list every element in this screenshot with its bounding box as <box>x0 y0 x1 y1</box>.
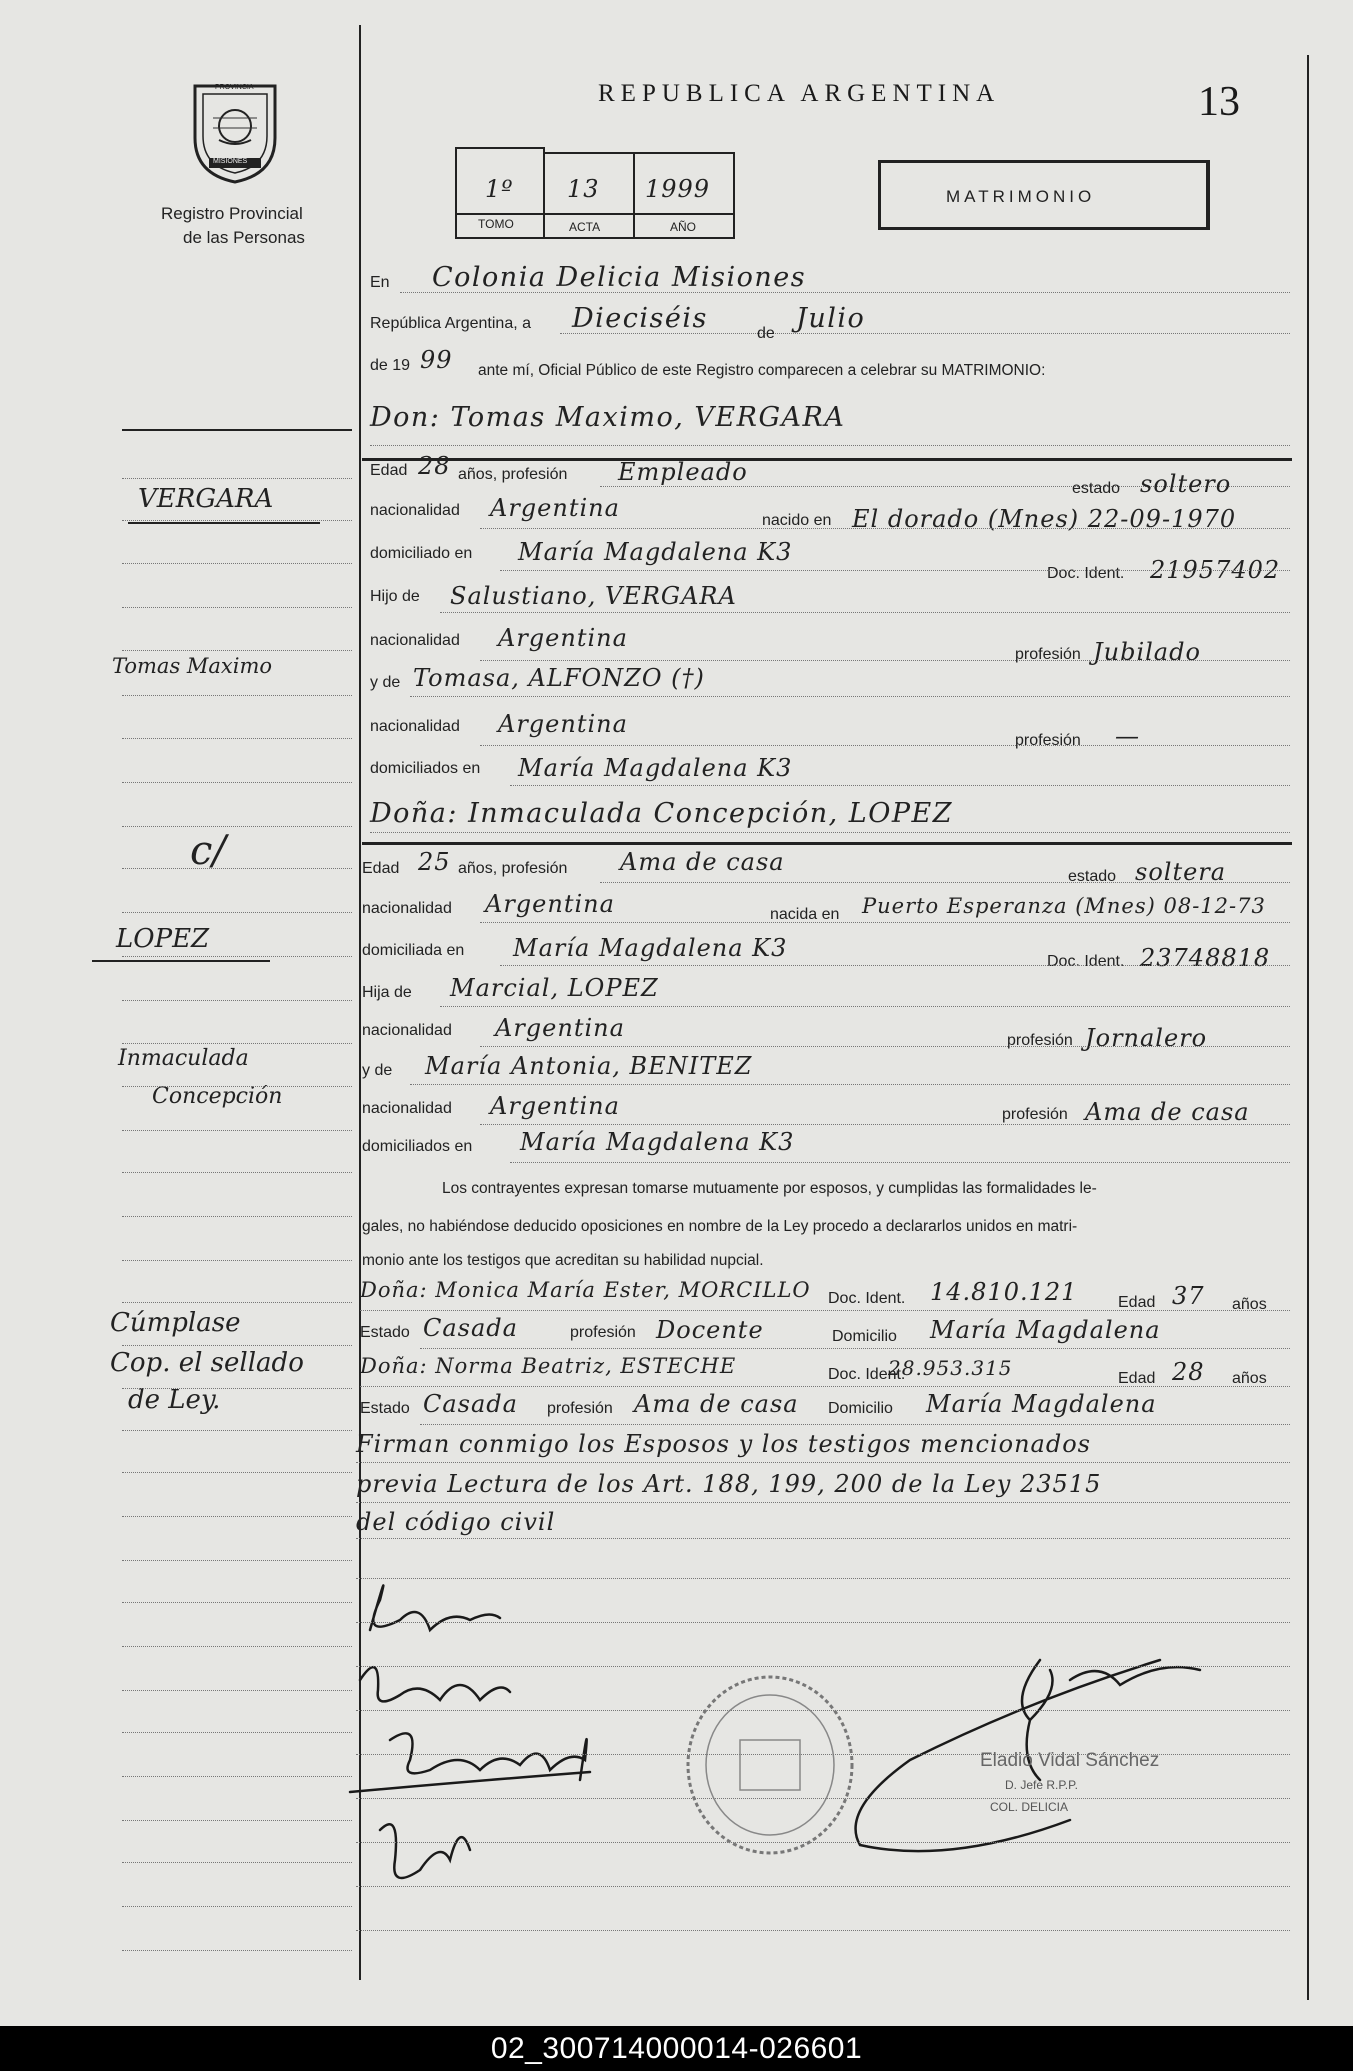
margin-note2: Cop. el sellado <box>110 1348 304 1378</box>
groom-address: María Magdalena K3 <box>518 538 793 566</box>
de-label: de <box>757 325 775 342</box>
margin-rule-top <box>122 429 352 431</box>
ano-label: AÑO <box>670 220 697 234</box>
margin-rule <box>122 1776 352 1777</box>
margin-rule <box>122 1000 352 1001</box>
margin-rule <box>122 868 352 869</box>
officer-name: Eladio Vidal Sánchez <box>980 1750 1160 1771</box>
seal-text-top: PROVINCIA <box>215 84 254 91</box>
margin-rule <box>122 1516 352 1517</box>
bride-y-de-label: y de <box>362 1062 393 1079</box>
acta-value: 13 <box>567 175 600 203</box>
margin-rule <box>122 1732 352 1733</box>
groom-father-nationality: Argentina <box>498 624 628 652</box>
bride-birthplace: Puerto Esperanza (Mnes) 08-12-73 <box>862 894 1266 918</box>
signature-rule <box>356 1622 1290 1623</box>
signature-rule <box>356 1578 1290 1579</box>
margin-bride-given1: Inmaculada <box>118 1046 249 1071</box>
signature-rule <box>356 1666 1290 1667</box>
republica-label: República Argentina, a <box>370 315 531 332</box>
groom-y-de-label: y de <box>370 674 401 691</box>
witness1-estado-label: Estado <box>360 1324 410 1341</box>
day-value: Dieciséis <box>572 303 708 334</box>
bride-mother: María Antonia, BENITEZ <box>425 1052 753 1080</box>
bride-edad-label: Edad <box>362 860 400 877</box>
margin-rule <box>122 650 352 651</box>
witness1-age: 37 <box>1172 1282 1205 1310</box>
witness1-doc-label: Doc. Ident. <box>828 1290 906 1307</box>
margin-rule <box>122 1820 352 1821</box>
bride-father-nationality: Argentina <box>495 1014 625 1042</box>
witness2-doc: 28.953.315 <box>888 1356 1013 1380</box>
witness2-doc-label: Doc. Ident. <box>828 1366 906 1383</box>
witness2-domicilio-label: Domicilio <box>828 1400 893 1417</box>
witness2-estado-label: Estado <box>360 1400 410 1417</box>
groom-mother: Tomasa, ALFONZO (†) <box>413 664 705 692</box>
bride-address: María Magdalena K3 <box>513 934 788 962</box>
margin-rule <box>122 1216 352 1217</box>
bride-age: 25 <box>418 848 451 876</box>
country-title: REPUBLICA ARGENTINA <box>598 80 1001 107</box>
groom-edad-label: Edad <box>370 462 408 479</box>
declaration-line3: monio ante los testigos que acreditan su habilidad nupcial. <box>362 1252 764 1269</box>
bride-estado-label: estado <box>1068 868 1117 885</box>
groom-mother-profession: — <box>1115 722 1140 750</box>
margin-rule <box>122 782 352 783</box>
witness2-profession: Ama de casa <box>634 1390 799 1418</box>
groom-age: 28 <box>418 452 451 480</box>
witness1-domicilio-label: Domicilio <box>832 1328 897 1345</box>
signature-rule <box>356 1754 1290 1755</box>
margin-rule <box>122 1130 352 1131</box>
groom-name: Don: Tomas Maximo, VERGARA <box>370 402 846 433</box>
witness2-prof-label: profesión <box>547 1400 613 1417</box>
signature-rule <box>356 1710 1290 1711</box>
margin-note1: Cúmplase <box>110 1308 241 1338</box>
witness1-address: María Magdalena <box>930 1316 1161 1344</box>
groom-doc-label: Doc. Ident. <box>1047 565 1125 582</box>
registry-name-line1: Registro Provincial <box>161 204 303 223</box>
margin-connector: c/ <box>190 828 226 874</box>
record-type-label: MATRIMONIO <box>946 187 1096 206</box>
groom-civil-status: soltero <box>1140 470 1232 498</box>
signature-rule <box>356 1798 1290 1799</box>
margin-rule <box>122 1906 352 1907</box>
groom-estado-label: estado <box>1072 480 1121 497</box>
witness2-anos-label: años <box>1232 1370 1267 1387</box>
margin-rule <box>122 1862 352 1863</box>
seal-text-bottom: MISIONES <box>213 158 248 165</box>
groom-nationality: Argentina <box>490 494 620 522</box>
groom-hijo-label: Hijo de <box>370 588 420 605</box>
bride-father-nat-label: nacionalidad <box>362 1022 452 1039</box>
margin-rule <box>122 1172 352 1173</box>
closing-line2: previa Lectura de los Art. 188, 199, 200 de la Ley 23515 <box>356 1470 1102 1498</box>
bride-mother-profession: Ama de casa <box>1085 1098 1250 1126</box>
bride-nationality: Argentina <box>485 890 615 918</box>
bride-anos-label: años, profesión <box>458 860 568 877</box>
bride-father-profession: Jornalero <box>1085 1024 1208 1052</box>
margin-rule <box>122 1950 352 1951</box>
closing-line3: del código civil <box>356 1508 556 1536</box>
witness2-status: Casada <box>423 1390 518 1418</box>
groom-profession: Empleado <box>618 458 748 486</box>
officer-title: D. Jefe R.P.P. <box>1005 1778 1078 1792</box>
witness2-address: María Magdalena <box>926 1390 1157 1418</box>
margin-rule <box>122 1602 352 1603</box>
margin-bride-surname: LOPEZ <box>116 924 210 954</box>
bride-father-prof-label: profesión <box>1007 1032 1073 1049</box>
margin-rule <box>122 520 352 521</box>
en-label: En <box>370 274 390 291</box>
witness2-age: 28 <box>1172 1358 1205 1386</box>
witness1-status: Casada <box>423 1314 518 1342</box>
groom-parents-address: María Magdalena K3 <box>518 754 793 782</box>
groom-doc-number: 21957402 <box>1150 556 1281 584</box>
margin-rule <box>122 607 352 608</box>
witness2-edad-label: Edad <box>1118 1370 1156 1387</box>
signatures <box>340 1560 620 1940</box>
margin-note3: de Ley. <box>128 1385 221 1415</box>
margin-rule <box>122 738 352 739</box>
margin-rule <box>122 912 352 913</box>
witness1-profession: Docente <box>656 1316 764 1344</box>
ano-value: 1999 <box>645 175 711 203</box>
bride-nacionalidad-label: nacionalidad <box>362 900 452 917</box>
right-border <box>1307 55 1309 2000</box>
provincial-seal-icon <box>185 78 285 186</box>
groom-birthplace: El dorado (Mnes) 22-09-1970 <box>852 505 1237 533</box>
witness1-doc: 14.810.121 <box>930 1278 1078 1306</box>
bride-father: Marcial, LOPEZ <box>450 974 659 1002</box>
margin-rule <box>122 1086 352 1087</box>
year-suffix: 99 <box>420 346 453 374</box>
margin-rule <box>122 1430 352 1431</box>
margin-rule <box>122 695 352 696</box>
groom-nacido-label: nacido en <box>762 512 832 529</box>
place-value: Colonia Delicia Misiones <box>432 262 807 293</box>
groom-mother-nat-label: nacionalidad <box>370 718 460 735</box>
declaration-line1: Los contrayentes expresan tomarse mutuamente por esposos, y cumplidas las formalidades le- <box>442 1180 1097 1197</box>
tomo-value: 1º <box>485 175 514 203</box>
bride-mother-nat-label: nacionalidad <box>362 1100 452 1117</box>
groom-mother-nationality: Argentina <box>498 710 628 738</box>
bride-name: Doña: Inmaculada Concepción, LOPEZ <box>370 798 953 829</box>
groom-nacionalidad-label: nacionalidad <box>370 502 460 519</box>
bride-doc-number: 23748818 <box>1140 944 1271 972</box>
margin-rule <box>122 1043 352 1044</box>
page-number: 13 <box>1198 79 1240 125</box>
bride-parents-address: María Magdalena K3 <box>520 1128 795 1156</box>
declaration-line2: gales, no habiéndose deducido oposiciones en nombre de la Ley procedo a declararlos unidos en matri- <box>362 1218 1078 1235</box>
bride-parents-address-label: domiciliados en <box>362 1138 473 1155</box>
margin-rule <box>122 1260 352 1261</box>
witness1-edad-label: Edad <box>1118 1294 1156 1311</box>
tomo-label: TOMO <box>478 217 514 231</box>
margin-rule <box>122 1302 352 1303</box>
groom-parents-address-label: domiciliados en <box>370 760 481 777</box>
officer-office: COL. DELICIA <box>990 1800 1069 1814</box>
groom-father-nat-label: nacionalidad <box>370 632 460 649</box>
bride-nacida-label: nacida en <box>770 906 840 923</box>
bride-civil-status: soltera <box>1135 858 1227 886</box>
bride-mother-prof-label: profesión <box>1002 1106 1068 1123</box>
margin-rule <box>122 478 352 479</box>
signature-rule <box>356 1930 1290 1931</box>
year-prefix: de 19 <box>370 357 411 374</box>
registry-name-line2: de las Personas <box>183 228 305 247</box>
margin-rule <box>122 956 352 957</box>
bride-domiciliada-label: domiciliada en <box>362 942 465 959</box>
witness1-name: Doña: Monica María Ester, MORCILLO <box>360 1278 811 1302</box>
margin-rule <box>122 1560 352 1561</box>
margin-given-name: Tomas Maximo <box>112 654 273 678</box>
groom-father-profession: Jubilado <box>1093 638 1201 666</box>
margin-rule <box>122 1690 352 1691</box>
signature-rule <box>356 1842 1290 1843</box>
signature-rule <box>356 1886 1290 1887</box>
margin-rule <box>122 1646 352 1647</box>
margin-rule <box>122 1345 352 1346</box>
groom-father-prof-label: profesión <box>1015 646 1081 663</box>
closing-line1: Firman conmigo los Esposos y los testigos mencionados <box>356 1430 1091 1458</box>
groom-father: Salustiano, VERGARA <box>450 582 737 610</box>
witness1-anos-label: años <box>1232 1296 1267 1313</box>
witness1-prof-label: profesión <box>570 1324 636 1341</box>
month-value: Julio <box>796 303 866 334</box>
bride-profession: Ama de casa <box>620 848 785 876</box>
bride-doc-label: Doc. Ident. <box>1047 953 1125 970</box>
intro-statement: ante mí, Oficial Público de este Registro comparecen a celebrar su MATRIMONIO: <box>478 362 1046 379</box>
margin-rule <box>122 563 352 564</box>
image-id-footer: 02_300714000014-026601 <box>0 2026 1353 2071</box>
margin-rule <box>122 1388 352 1389</box>
margin-rule <box>122 1472 352 1473</box>
margin-rule <box>122 826 352 827</box>
margin-bride-given2: Concepción <box>152 1084 283 1109</box>
margin-surname: VERGARA <box>138 484 274 514</box>
groom-mother-prof-label: profesión <box>1015 732 1081 749</box>
groom-anos-label: años, profesión <box>458 466 568 483</box>
witness2-name: Doña: Norma Beatriz, ESTECHE <box>360 1354 737 1378</box>
bride-mother-nationality: Argentina <box>490 1092 620 1120</box>
bride-hija-label: Hija de <box>362 984 412 1001</box>
groom-domiciliado-label: domiciliado en <box>370 545 473 562</box>
acta-label: ACTA <box>569 220 601 234</box>
